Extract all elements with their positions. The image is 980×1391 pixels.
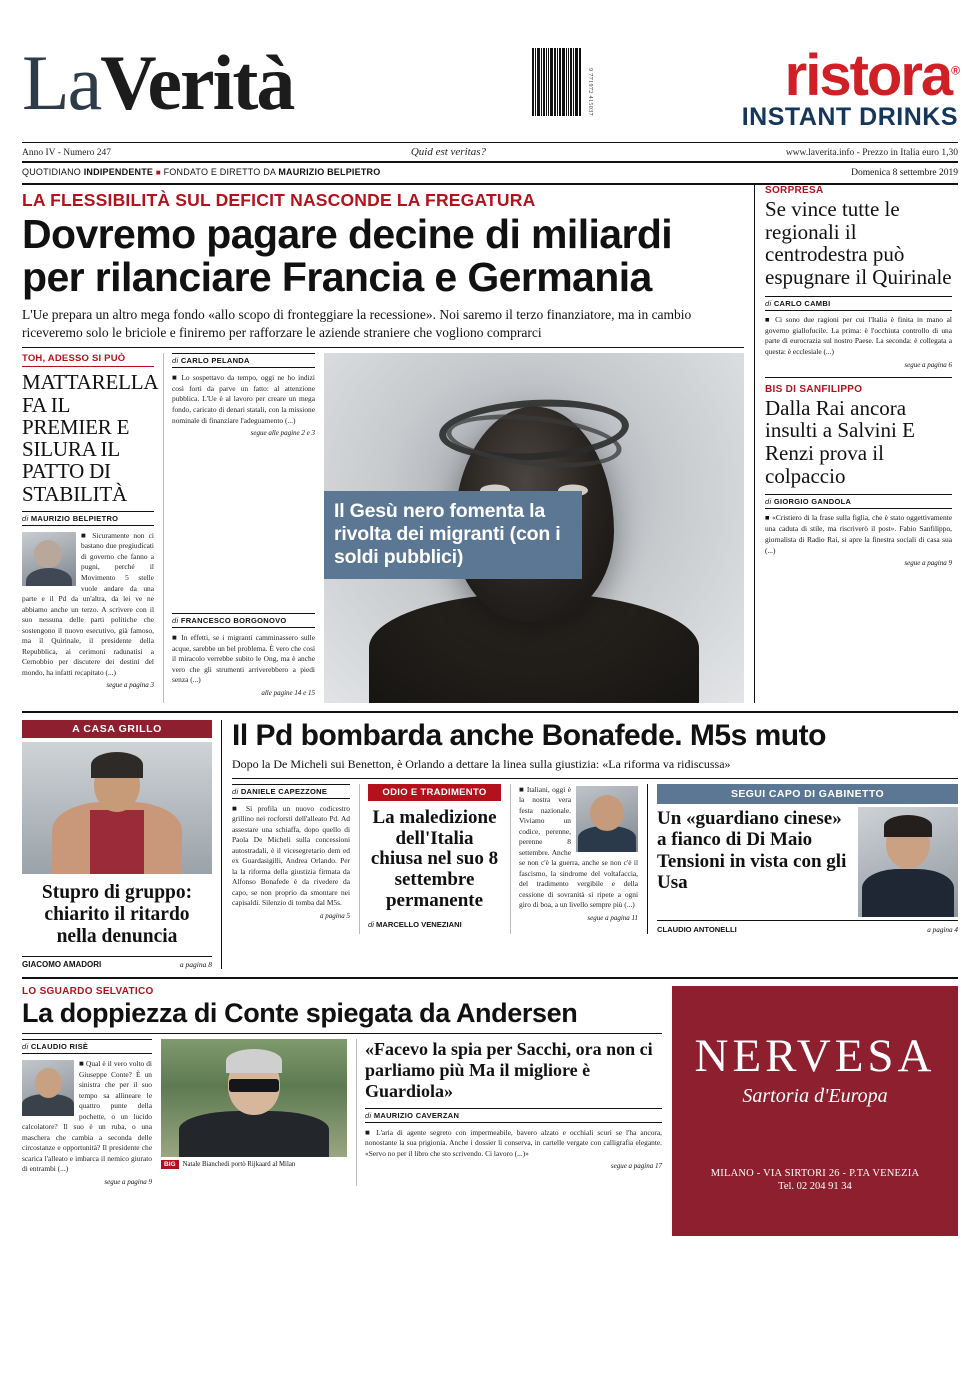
article-jump: segue a pagina 9	[104, 1177, 152, 1186]
author-name: GIACOMO AMADORI	[22, 959, 102, 969]
left-column	[22, 185, 744, 703]
page-reference: a pagina 8	[179, 959, 212, 969]
bullet-icon: ■	[79, 1059, 85, 1069]
article-body: ■ Qual è il vero volto di Giuseppe Conte? È un sinistra che per il suo tempo sa allineare le quattro punte della pochette, o un lucido calcolatore? Il suo è un ruba, o una maschera che cambia a seconda delle circostanze e opportunità? Il presidente che scarica l'alleato e imbarca il nemico giurato di entrambi (...)	[22, 1059, 152, 1174]
article-headline: Un «guardiano cinese» a fianco di Di Maio Tensioni in vista con gli Usa	[657, 807, 847, 894]
article-jump: segue a pagina 6	[904, 360, 952, 369]
masthead-infoline	[22, 143, 958, 161]
section-kicker: LO SGUARDO SELVATICO	[22, 985, 154, 997]
main-content	[22, 185, 958, 703]
article-body: ■ L'aria di agente segreto con impermeabile, bavero alzato e occhiali scuri se l'ha ancora, nonostante la sua prigionia. Anche i dossier li conserva, in cartelle vergate con calligrafia elegante. «Servo no per il libro che sto scrivendo. Ci lavoro (...)»	[365, 1127, 662, 1158]
jesus-photo	[324, 353, 744, 703]
advert-nervesa[interactable]	[672, 986, 958, 1236]
caption-text: Natale Bianchedi portò Rijkaard al Milan	[182, 1161, 296, 1169]
author-photo	[576, 786, 638, 852]
edition-date: Domenica 8 settembre 2019	[851, 168, 958, 179]
advert-address: MILANO - VIA SIRTORI 26 - P.TA VENEZIA	[710, 1168, 920, 1180]
photo-overlay-headline: Il Gesù nero fomenta la rivolta dei migranti (con i soldi pubblici)	[324, 491, 582, 579]
credits: QUOTIDIANO INDIPENDENTE ■ FONDATO E DIRETTO DA MAURIZIO BELPIETRO	[22, 167, 381, 178]
article-pd	[232, 720, 958, 968]
advert-name: NERVESA	[694, 1030, 936, 1083]
article-grillo[interactable]	[22, 720, 222, 968]
bullet-icon: ■	[172, 633, 179, 643]
article-jump: segue a pagina 3	[106, 681, 154, 690]
barcode	[532, 48, 593, 116]
article-byline: di CARLO PELANDA	[172, 353, 315, 368]
article-headline: Dalla Rai ancora insulti a Salvini E Renzi prova il colpaccio	[765, 395, 915, 488]
article-byline: di MAURIZIO CAVERZAN	[365, 1108, 662, 1123]
lead-standfirst: L'Ue prepara un altro mega fondo «allo scopo di fronteggiare la recessione». Noi saremo il terzo finanziatore, ma in cambio riceveremo solo le briciole e finiremo per rafforzare le aziende straniere che vogliono comprarci	[22, 307, 692, 340]
article-veneziani[interactable]	[359, 784, 501, 934]
author-name: di MARCELLO VENEZIANI	[368, 920, 462, 930]
article-gabinetto[interactable]	[647, 784, 958, 934]
article-byline: di CLAUDIO RISÈ	[22, 1039, 152, 1054]
article-headline: MATTARELLA FA IL PREMIER E SILURA IL PATTO DI STABILITÀ	[22, 370, 158, 506]
masthead-advert	[741, 43, 958, 132]
advert-brand: ristora®	[784, 43, 958, 108]
advert-phone: Tel. 02 204 91 34	[778, 1181, 852, 1193]
rule	[765, 377, 952, 378]
masthead	[22, 18, 958, 132]
photo-caption	[161, 1157, 347, 1169]
article-rise[interactable]	[22, 1039, 152, 1186]
article-byline: di CARLO CAMBI	[765, 296, 952, 311]
article-body: ■ Ci sono due ragioni per cui l'Italia è finita in mano al governo giallofucile. La prima: è l'occhiuta controllo di una parte di eurocrazia sul nostro Paese. La seconda: è collegata a questa: è ecclesiale (...)	[765, 314, 952, 356]
article-mattarella[interactable]	[22, 353, 158, 703]
article-pelanda[interactable]	[163, 353, 315, 703]
registered-icon: ®	[951, 63, 958, 78]
article-headline: La maledizione dell'Italia chiusa nel suo 8 settembre permanente	[370, 806, 499, 912]
article-capezzone[interactable]	[232, 784, 350, 934]
article-kicker: A CASA GRILLO	[22, 720, 212, 738]
article-jump: segue a pagina 11	[587, 913, 638, 922]
article-body: ■ Italiani, oggi è la nostra vera festa nazionale. Viviamo un codice, perenne, perenne 8 settembre. Anche se non c'è la guerra, anche se non c'è il fascismo, la sindrome del voltafaccia, del tradimento vergibile e della cessione di sovranità si ripete a ogni giro di boa, a un livello sempre più (...)	[519, 784, 638, 910]
article-rai[interactable]	[765, 384, 952, 568]
grillo-photo	[22, 742, 212, 874]
article-jump: segue alle pagine 2 e 3	[250, 429, 315, 438]
article-headline: Stupro di gruppo: chiarito il ritardo nella denuncia	[41, 882, 193, 948]
third-section-columns	[22, 1033, 662, 1186]
lead-kicker: LA FLESSIBILITÀ SUL DEFICIT NASCONDE LA FREGATURA	[22, 190, 536, 211]
article-footer	[368, 916, 501, 929]
interview-photo	[161, 1039, 347, 1157]
second-section	[22, 711, 958, 968]
lead-headline: Dovremo pagare decine di miliardi per rilanciare Francia e Germania	[22, 211, 673, 300]
caption-tag: BIG	[161, 1160, 179, 1169]
article-byline: di FRANCESCO BORGONOVO	[172, 613, 315, 628]
article-body: ■ «Cristiero di la frase sulla figlia, che è stato oggettivamente una caduta di stile, ma riscriverò il post». Fabio Sanfilippo, giornalista di Radio Rai, si apre la finestra sociali di casa sua (...)	[765, 513, 952, 555]
right-column	[754, 185, 952, 703]
bullet-icon: ■	[765, 513, 770, 523]
third-section	[22, 977, 958, 1236]
article-headline: «Facevo la spia per Sacchi, ora non ci parliamo più Ma il migliore è Guardiola»	[365, 1039, 653, 1102]
bullet-icon: ■	[232, 803, 241, 813]
article-kicker: BIS DI SANFILIPPO	[765, 383, 863, 395]
article-jump: a pagina 5	[320, 911, 350, 920]
author-photo	[22, 532, 76, 586]
author-photo	[22, 1060, 74, 1116]
article-jump: alle pagine 14 e 15	[261, 688, 315, 697]
masthead-creditline	[22, 163, 958, 183]
bullet-icon: ■	[365, 1127, 373, 1137]
sunglasses-icon	[229, 1079, 279, 1092]
page-reference: a pagina 4	[927, 925, 958, 934]
logo-la: La	[22, 39, 101, 126]
dimaio-photo	[858, 807, 958, 917]
advert-tagline: INSTANT DRINKS	[741, 103, 958, 132]
second-section-columns	[232, 778, 958, 934]
article-footer	[657, 920, 958, 934]
article-jump: segue a pagina 17	[610, 1162, 662, 1171]
square-icon: ■	[155, 168, 161, 178]
article-body: ■ Sicuramente non ci bastano due pregiudicati di governo che fanno a pugni, perché il Movimento 5 stelle vuole andare da una parte e il Pd da un'altra, da lei ve ne abbiamo anche un terzo. A scrivere con il suo nessuna delle parti politiche che sostengono il nuovo esecutivo, già famoso, ma il Quirinale, il presidente della Repubblica, ai cerimoni radunatisi a Cernobbio per discutere dei destini del mondo, ha infatti recapitato (...)	[22, 530, 154, 677]
article-kicker: SEGUI CAPO DI GABINETTO	[657, 784, 958, 804]
bullet-icon: ■	[172, 373, 179, 383]
article-conte	[22, 986, 662, 1236]
article-jump: segue a pagina 9	[904, 559, 952, 568]
logo-verita: Verità	[100, 39, 294, 126]
lead-photo-area	[324, 353, 744, 703]
article-body: ■ Si profila un nuovo codicestro grillino nei rocforsti dell'alleato Pd. Ad assestare una schiaffa, dopo quello di Paola De Micheli sulla concessioni autostradali, è il vicesegretario dem ed ex Guardasigilli, Andrea Orlando. Per la la riforma della giustizia firmata da Alfonso Bonafede è da rivedere da capo, se non proprio da smontare nei capisaldi. Silenzio di tomba dal M5s.	[232, 803, 350, 908]
article-kicker: TOH, ADESSO SI PUÒ	[22, 353, 154, 367]
barcode-bars	[532, 48, 581, 116]
article-headline: Se vince tutte le regionali il centrodestra può espugnare il Quirinale	[765, 197, 952, 290]
bullet-icon: ■	[81, 530, 89, 540]
article-kicker: SORPRESA	[765, 185, 824, 197]
barcode-number: 9 771972 415037	[587, 68, 594, 116]
motto: Quid est veritas?	[410, 146, 486, 159]
price-line: www.laverita.info - Prezzo in Italia euro 1,30	[785, 148, 958, 159]
section-subhead: Dopo la De Micheli sui Benetton, è Orlando a dettare la linea sulla giustizia: «La riforma va ridiscussa»	[232, 756, 731, 771]
article-byline: di DANIELE CAPEZZONE	[232, 784, 350, 799]
issue-number: Anno IV - Numero 247	[22, 148, 112, 159]
lead-subcolumns	[22, 348, 744, 703]
article-quirinale[interactable]	[765, 185, 952, 369]
bullet-icon: ■	[519, 784, 525, 794]
article-byline: di MAURIZIO BELPIETRO	[22, 511, 154, 526]
article-caverzan[interactable]	[356, 1039, 662, 1186]
article-byline: di GIORGIO GANDOLA	[765, 494, 952, 509]
article-veneziani-body[interactable]	[510, 784, 638, 934]
article-body: ■ Lo sospettavo da tempo, oggi ne ho indizi così forti da parve un fatto: al attenzione pubblica. L'Ue è al lavoro per creare un mega fondo, caricato di denari statali, con la missione nominale di finanziare l'adeguamento (...)	[172, 373, 315, 425]
article-footer	[22, 956, 212, 969]
section-headline: La doppiezza di Conte spiegata da Andersen	[22, 997, 578, 1028]
sacchi-photo-area	[161, 1039, 347, 1186]
article-body: ■ In effetti, se i migranti camminassero sulle acque, sarebbe un bel problema. È vero che così il miracolo verrebbe subito le Ong, ma è anche vero che gli strumenti arriverebbero a piedi senza (...)	[172, 633, 315, 685]
newspaper-logo	[22, 39, 294, 126]
bullet-icon: ■	[765, 314, 772, 324]
article-kicker: ODIO E TRADIMENTO	[368, 784, 501, 801]
section-headline: Il Pd bombarda anche Bonafede. M5s muto	[232, 719, 826, 753]
author-name: CLAUDIO ANTONELLI	[657, 924, 737, 934]
advert-tagline: Sartoria d'Europa	[742, 1085, 888, 1108]
